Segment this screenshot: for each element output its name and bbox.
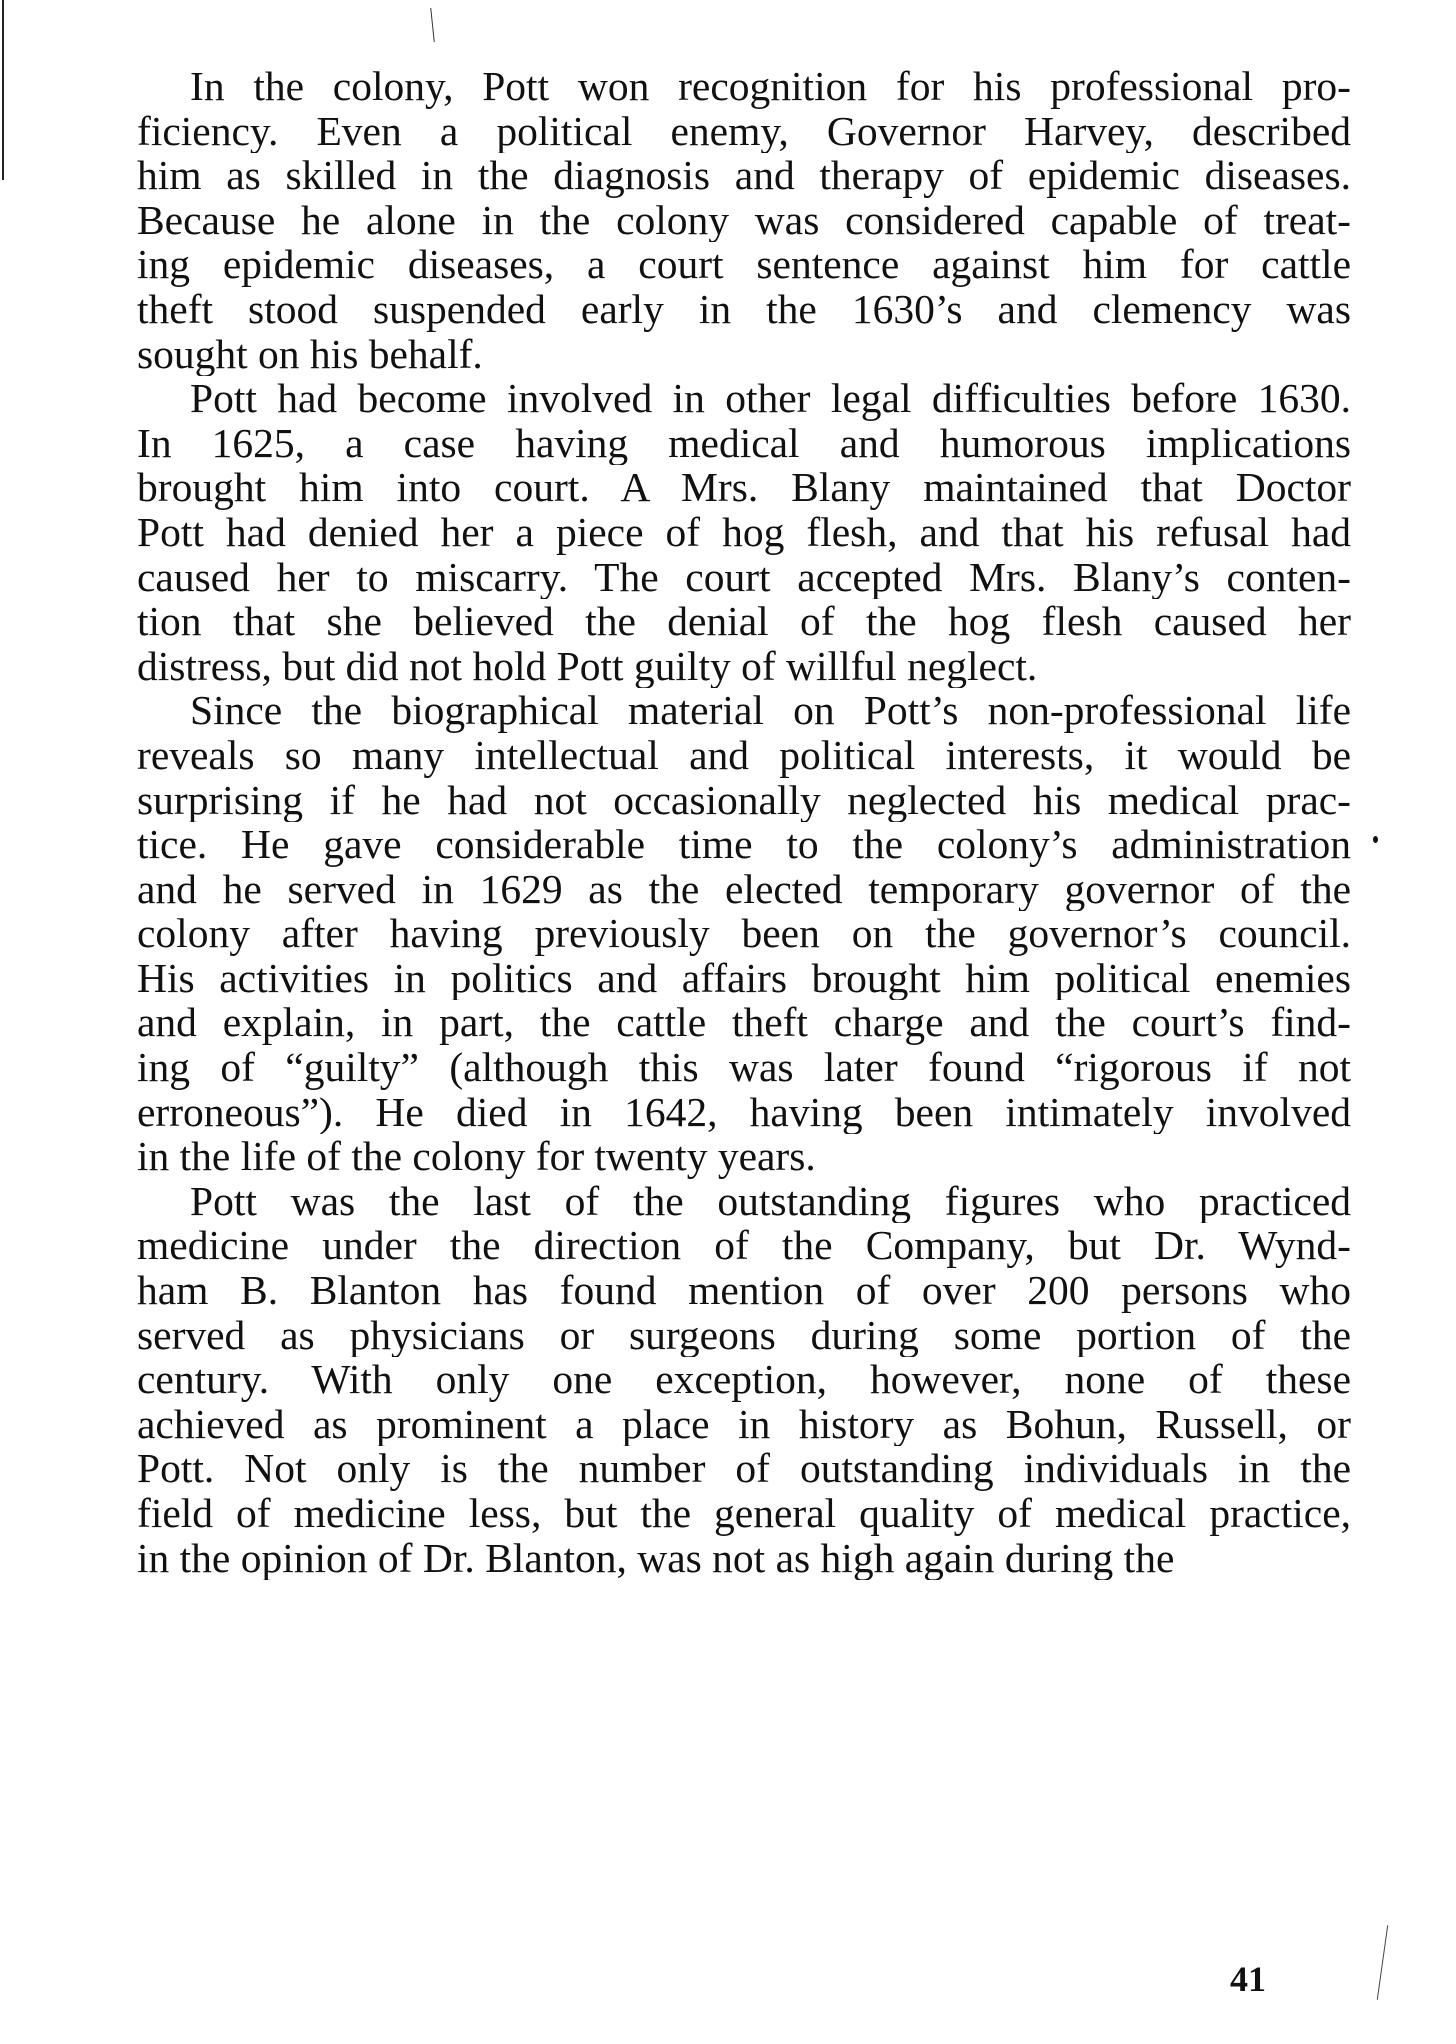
text-line: Pott was the last of the outstanding figures who practiced: [190, 1178, 1351, 1224]
text-line: Pott. Not only is the number of outstanding individuals in the: [137, 1446, 1351, 1491]
text-line: field of medicine less, but the general quality of medical practice,: [137, 1491, 1351, 1536]
text-line: and explain, in part, the cattle theft charge and the court’s find-: [137, 1000, 1351, 1046]
text-line: tice. He gave considerable time to the colony’s administration: [137, 822, 1351, 867]
scan-artifact-mark: [430, 8, 435, 42]
text-line: Pott had denied her a piece of hog flesh, and that his refusal had: [137, 509, 1351, 555]
text-line: In the colony, Pott won recognition for his professional pro-: [190, 64, 1351, 109]
text-line: century. With only one exception, however, none of these: [137, 1357, 1351, 1402]
text-line: brought him into court. A Mrs. Blany maintained that Doctor: [137, 465, 1351, 510]
text-line: His activities in politics and affairs brought him political enemies: [137, 955, 1351, 1001]
text-line: Since the biographical material on Pott’s non-professional life: [190, 688, 1351, 733]
text-line: served as physicians or surgeons during some portion of the: [137, 1312, 1351, 1358]
text-line: reveals so many intellectual and political interests, it would be: [137, 732, 1351, 778]
text-line: ficiency. Even a political enemy, Governor Harvey, described: [137, 108, 1351, 154]
page-number: 41: [1230, 1959, 1266, 1999]
text-line: in the opinion of Dr. Blanton, was not as high again during the: [137, 1535, 1175, 1581]
text-line: achieved as prominent a place in history as Bohun, Russell, or: [137, 1401, 1351, 1447]
text-line: Because he alone in the colony was considered capable of treat-: [137, 197, 1351, 243]
text-line: erroneous”). He died in 1642, having been intimately involved: [137, 1089, 1351, 1135]
paragraph: [137, 688, 1351, 1179]
text-line: and he served in 1629 as the elected temporary governor of the: [137, 866, 1351, 912]
text-line: colony after having previously been on the governor’s council.: [137, 911, 1351, 956]
text-line: him as skilled in the diagnosis and therapy of epidemic diseases.: [137, 153, 1351, 198]
text-line: medicine under the direction of the Company, but Dr. Wynd-: [137, 1223, 1351, 1269]
text-line: caused her to miscarry. The court accepted Mrs. Blany’s conten-: [137, 554, 1351, 600]
paragraph: [137, 376, 1351, 688]
text-line: In 1625, a case having medical and humorous implications: [137, 420, 1351, 466]
body-text: [137, 64, 1351, 1580]
text-line: ing of “guilty” (although this was later found “rigorous if not: [137, 1045, 1351, 1090]
text-line: sought on his behalf.: [137, 331, 483, 377]
page-edge-rule: [2, 0, 4, 180]
text-line: tion that she believed the denial of the hog flesh caused her: [137, 599, 1351, 644]
text-line: Pott had become involved in other legal difficulties before 1630.: [190, 376, 1351, 421]
text-line: theft stood suspended early in the 1630’s and clemency was: [137, 286, 1351, 332]
scan-artifact-mark: [1377, 1925, 1388, 1999]
text-line: ing epidemic diseases, a court sentence against him for cattle: [137, 242, 1351, 287]
text-line: surprising if he had not occasionally neglected his medical prac-: [137, 777, 1351, 823]
scan-speck: [1373, 836, 1378, 843]
paragraph: [137, 64, 1351, 376]
paragraph: [137, 1179, 1351, 1580]
text-line: in the life of the colony for twenty years.: [137, 1134, 816, 1179]
text-line: ham B. Blanton has found mention of over 200 persons who: [137, 1268, 1351, 1313]
text-line: distress, but did not hold Pott guilty of willful neglect.: [137, 643, 1038, 689]
